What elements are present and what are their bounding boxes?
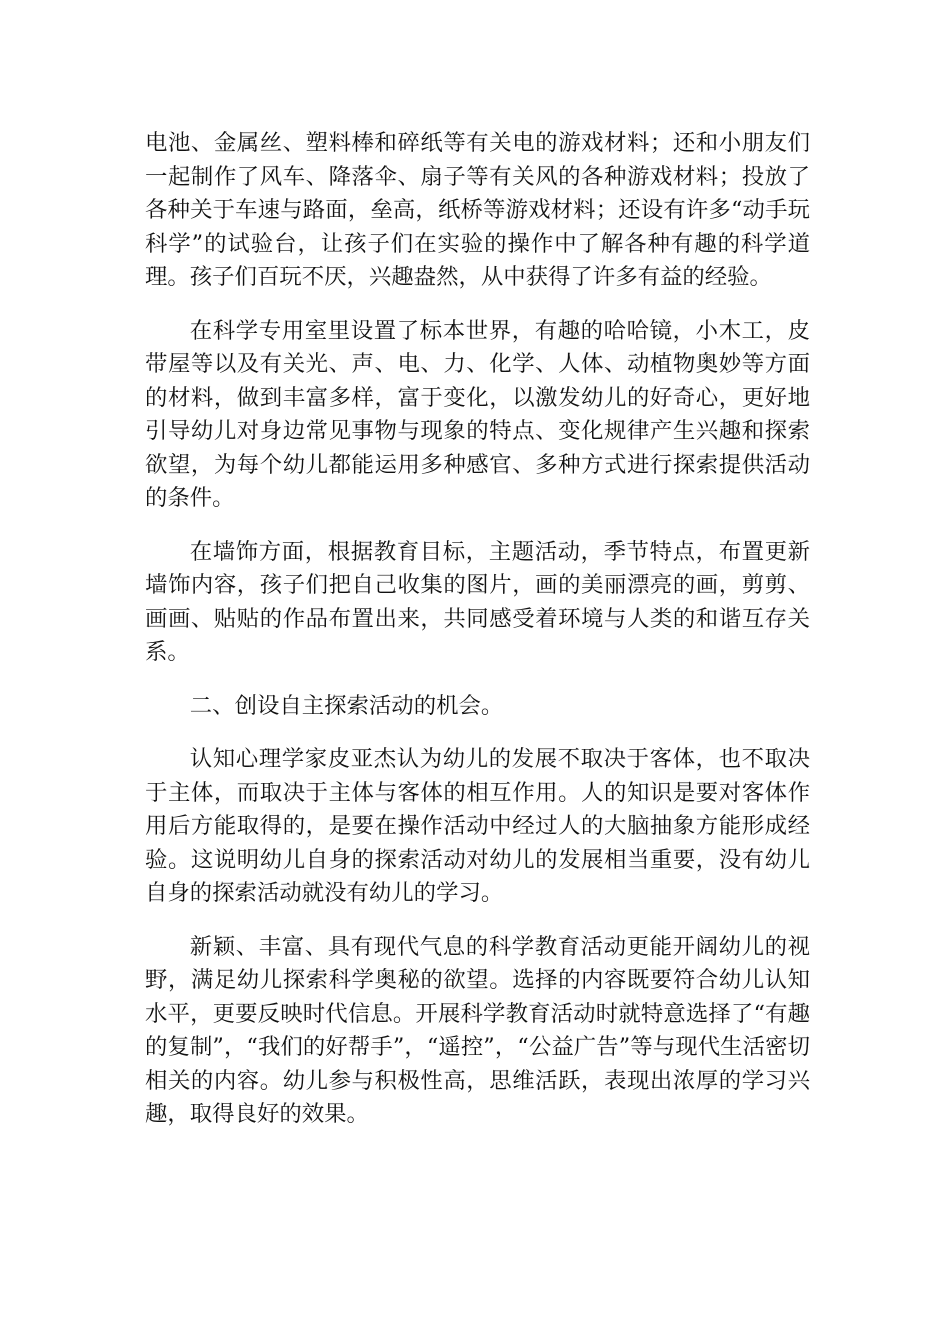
section-heading: 二、创设自主探索活动的机会。 xyxy=(189,692,504,719)
paragraph-wall-decor: 在墙饰方面，根据教育目标，主题活动，季节特点，布置更新墙饰内容，孩子们把自己收集的图片，画的美丽漂亮的画，剪剪、画画、贴贴的作品布置出来，共同感受着环境与人类的和谐互存关系。 xyxy=(145,538,810,665)
paragraph-piaget: 认知心理学家皮亚杰认为幼儿的发展不取决于客体，也不取决于主体，而取决于主体与客体的相互作用。人的知识是要对客体作用后方能取得的，是要在操作活动中经过人的大脑抽象方能形成经验。这说明幼儿自身的探索活动对幼儿的发展相当重要，没有幼儿自身的探索活动就没有幼儿的学习。 xyxy=(145,746,810,906)
paragraph-modern-activities: 新颖、丰富、具有现代气息的科学教育活动更能开阔幼儿的视野，满足幼儿探索科学奥秘的欲望。选择的内容既要符合幼儿认知水平，更要反映时代信息。开展科学教育活动时就特意选择了“有趣的复制”，“我们的好帮手”，“遥控”，“公益广告”等与现代生活密切相关的内容。幼儿参与积极性高，思维活跃，表现出浓厚的学习兴趣，取得良好的效果。 xyxy=(145,933,810,1127)
paragraph-continuation: 电池、金属丝、塑料棒和碎纸等有关电的游戏材料；还和小朋友们一起制作了风车、降落伞、扇子等有关风的各种游戏材料；投放了各种关于车速与路面，垒高，纸桥等游戏材料；还设有许多“动手玩科学”的试验台，让孩子们在实验的操作中了解各种有趣的科学道理。孩子们百玩不厌，兴趣盎然，从中获得了许多有益的经验。 xyxy=(145,130,810,290)
paragraph-science-room: 在科学专用室里设置了标本世界，有趣的哈哈镜，小木工，皮带屋等以及有关光、声、电、力、化学、人体、动植物奥妙等方面的材料，做到丰富多样，富于变化，以激发幼儿的好奇心，更好地引导幼儿对身边常见事物与现象的特点、变化规律产生兴趣和探索欲望，为每个幼儿都能运用多种感官、多种方式进行探索提供活动的条件。 xyxy=(145,317,810,511)
document-body xyxy=(145,127,810,1152)
